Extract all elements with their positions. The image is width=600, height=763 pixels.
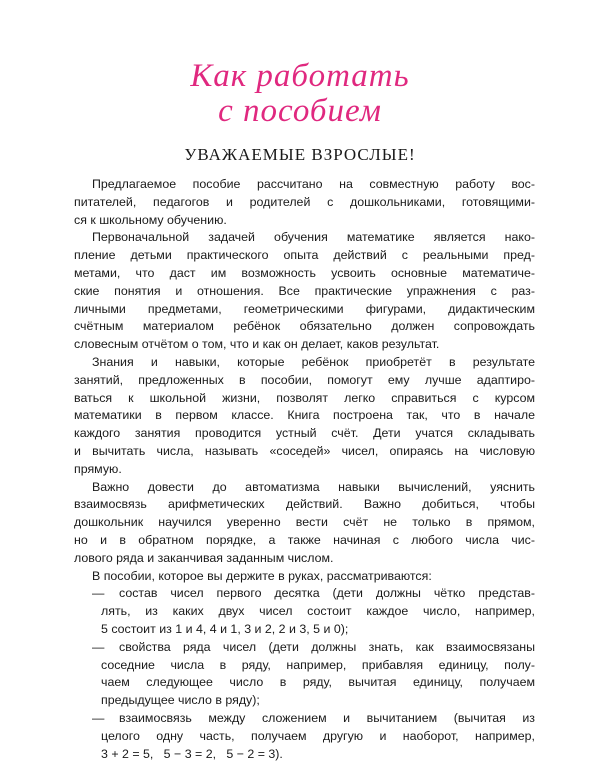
page-title-line-1: Как работать — [0, 58, 600, 94]
paragraph-2-line: ские понятия и отношения. Все практические упражнения с раз- — [74, 283, 535, 301]
page-title-line-2: с пособием — [0, 93, 600, 129]
dash-bullet: — — [92, 710, 119, 728]
list-item-3-line: — взаимосвязь между сложением и вычитанием (вычитая из — [74, 710, 535, 728]
paragraph-4-line: взаимосвязь арифметических действий. Важно добиться, чтобы — [74, 496, 535, 514]
list-item-2-line: чаем следующее число в ряду, вычитая единицу, получаем — [74, 674, 535, 692]
paragraph-3-line: занятий, предложенных в пособии, помогут ему лучше адаптиро- — [74, 372, 535, 390]
paragraph-3-line: Знания и навыки, которые ребёнок приобретёт в результате — [74, 354, 535, 372]
paragraph-2-line: метами, что даст им возможность усвоить основные математиче- — [74, 265, 535, 283]
paragraph-2-line: личными предметами, геометрическими фигурами, дидактическим — [74, 301, 535, 319]
paragraph-3-line: каждого занятия проводится устный счёт. Дети учатся складывать — [74, 425, 535, 443]
paragraph-3-line: математики в первом классе. Книга построена так, что в начале — [74, 407, 535, 425]
paragraph-4-line: но и в обратном порядке, а также начиная с любого числа чис- — [74, 532, 535, 550]
paragraph-3-line: ваться к школьной жизни, позволят легко справиться с курсом — [74, 390, 535, 408]
paragraph-4-line: дошкольник научился уверенно вести счёт не только в прямом, — [74, 514, 535, 532]
paragraph-3-line: и вычитать числа, называть «соседей» чисел, опираясь на числовую — [74, 443, 535, 461]
list-item-2-line: соседние числа в ряду, например, прибавляя единицу, полу- — [74, 657, 535, 675]
list-item-3-line: 3 + 2 = 5, 5 − 3 = 2, 5 − 2 = 3). — [74, 746, 535, 763]
section-heading: УВАЖАЕМЫЕ ВЗРОСЛЫЕ! — [0, 145, 600, 165]
body-text — [74, 176, 535, 763]
dash-bullet: — — [92, 585, 119, 603]
paragraph-1-line: ся к школьному обучению. — [74, 212, 535, 230]
paragraph-2-line: пление детьми практического опыта действий с реальными пред- — [74, 247, 535, 265]
paragraph-4-line: лового ряда и заканчивая заданным числом. — [74, 550, 535, 568]
list-item-1-line: лять, из каких двух чисел состоит каждое число, например, — [74, 603, 535, 621]
paragraph-1-line: питателей, педагогов и родителей с дошкольниками, готовящими- — [74, 194, 535, 212]
list-item-1-line: 5 состоит из 1 и 4, 4 и 1, 3 и 2, 2 и 3, 5 и 0); — [74, 621, 535, 639]
paragraph-5-line: В пособии, которое вы держите в руках, рассматриваются: — [74, 568, 535, 586]
paragraph-4-line: Важно довести до автоматизма навыки вычислений, уяснить — [74, 479, 535, 497]
list-item-3-line: целого одну часть, получаем другую и наоборот, например, — [74, 728, 535, 746]
paragraph-2-line: Первоначальной задачей обучения математике является нако- — [74, 229, 535, 247]
paragraph-2-line: счётным материалом ребёнок обязательно должен сопровождать — [74, 318, 535, 336]
list-item-2-line: — свойства ряда чисел (дети должны знать, как взаимосвязаны — [74, 639, 535, 657]
list-item-1-line: — состав чисел первого десятка (дети должны чётко представ- — [74, 585, 535, 603]
paragraph-1-line: Предлагаемое пособие рассчитано на совместную работу вос- — [74, 176, 535, 194]
list-item-2-line: предыдущее число в ряду); — [74, 692, 535, 710]
paragraph-2-line: словесным отчётом о том, что и как он делает, каков результат. — [74, 336, 535, 354]
paragraph-3-line: прямую. — [74, 461, 535, 479]
dash-bullet: — — [92, 639, 119, 657]
